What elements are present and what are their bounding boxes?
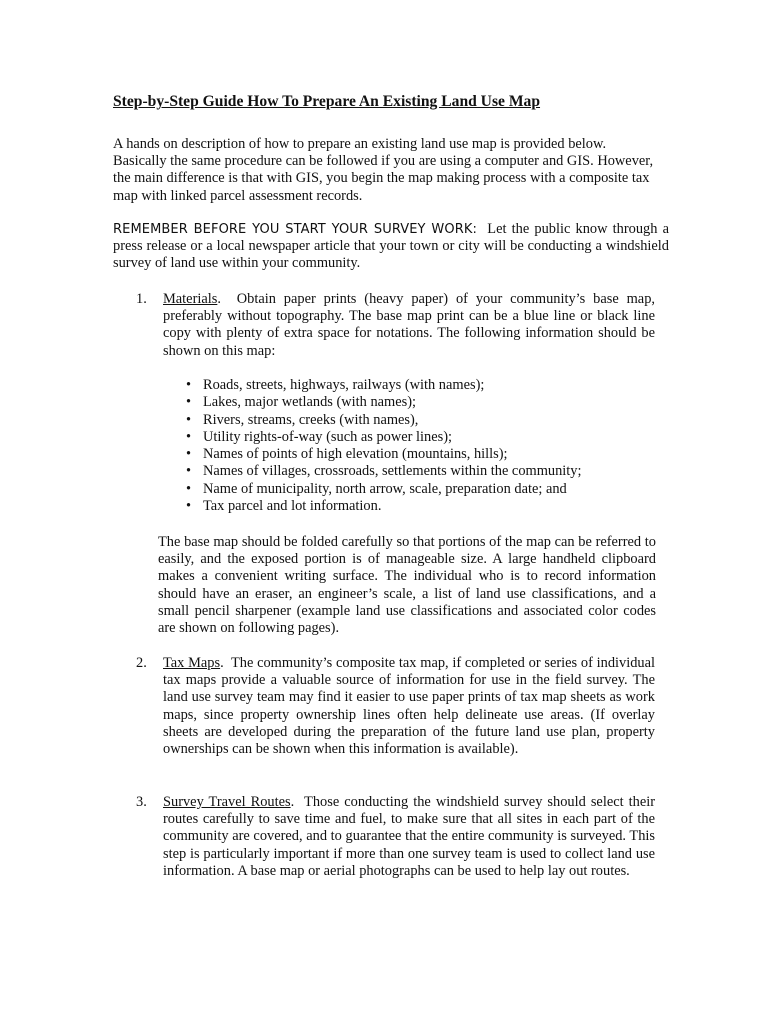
item-text: The community’s composite tax map, if completed or series of individual tax maps provide a valuable source of information for use in the field survey. The land use survey team may find it easier to use paper prints of tax map sheets as work maps, since property ownership lines often help delineate use areas. (If overlay sheets are developed during the preparation of the future land use plan, property ownerships can be shown when this information is available). [163, 655, 655, 758]
item-body: Tax Maps. The community’s composite tax map, if completed or series of individual tax maps provide a valuable source of information for use in the field survey. The land use survey team may find it easier to use paper prints of tax map sheets as work maps, since property ownership lines often help delineate use areas. (If overlay sheets are developed during the preparation of the future land use plan, property ownerships can be shown when this information is available). [163, 655, 655, 758]
bullet-item: • Tax parcel and lot information. [186, 498, 582, 515]
item-body: Survey Travel Routes. Those conducting the windshield survey should select their routes carefully to save time and fuel, to make sure that all sites in each part of the community are covered, and to guarantee that the entire community is surveyed. This step is particularly important if more than one survey team is used to collect land use information. A base map or aerial photographs can be used to help lay out routes. [163, 794, 655, 879]
page-title: Step-by-Step Guide How To Prepare An Existing Land Use Map [113, 93, 541, 110]
item-number: 3. [136, 794, 147, 810]
item-text: Those conducting the windshield survey should select their routes carefully to save time and fuel, to make sure that all sites in each part of the community are covered, and to guarantee that the entire community is surveyed. This step is particularly important if more than one survey team is used to collect land use information. A base map or aerial photographs can be used to help lay out routes. [163, 794, 655, 879]
bullet-list [186, 377, 582, 515]
bullet-item: • Names of points of high elevation (mountains, hills); [186, 446, 582, 463]
remember-heading: REMEMBER BEFORE YOU START YOUR SURVEY WORK: [113, 222, 477, 237]
item-body: Materials. Obtain paper prints (heavy paper) of your community’s base map, preferably without topography. The base map print can be a blue line or black line copy with plenty of extra space for notations. The following information should be shown on this map: [163, 291, 655, 359]
item-number: 2. [136, 655, 147, 671]
item-heading: Materials [163, 291, 218, 307]
intro-paragraph: A hands on description of how to prepare an existing land use map is provided below. Basically the same procedure can be followed if you are using a computer and GIS. However, the main difference is that with GIS, you begin the map making process with a composite tax map with linked parcel assessment records. [113, 136, 654, 204]
item-number: 1. [136, 291, 147, 307]
bullet-item: • Lakes, major wetlands (with names); [186, 394, 582, 411]
item-heading: Tax Maps [163, 655, 221, 671]
fold-paragraph: The base map should be folded carefully so that portions of the map can be referred to easily, and the exposed portion is of manageable size. A large handheld clipboard makes a convenient writing surface. The individual who is to record information should have an eraser, an engineer’s scale, a list of land use classifications, and a small pencil sharpener (example land use classifications and associated color codes are shown on following pages). [158, 534, 656, 637]
item-heading: Survey Travel Routes [163, 794, 291, 810]
bullet-item: • Rivers, streams, creeks (with names), [186, 412, 582, 429]
bullet-item: • Utility rights-of-way (such as power lines); [186, 429, 582, 446]
bullet-item: • Name of municipality, north arrow, scale, preparation date; and [186, 481, 582, 498]
bullet-item: • Names of villages, crossroads, settlements within the community; [186, 463, 582, 480]
item-text: Obtain paper prints (heavy paper) of your community’s base map, preferably without topography. The base map print can be a blue line or black line copy with plenty of extra space for notations. The following information should be shown on this map: [163, 291, 655, 359]
bullet-item: • Roads, streets, highways, railways (with names); [186, 377, 582, 394]
remember-paragraph [113, 221, 669, 273]
remember-text: Let the public know through a press release or a local newspaper article that your town or city will be conducting a windshield survey of land use within your community. [113, 221, 669, 272]
